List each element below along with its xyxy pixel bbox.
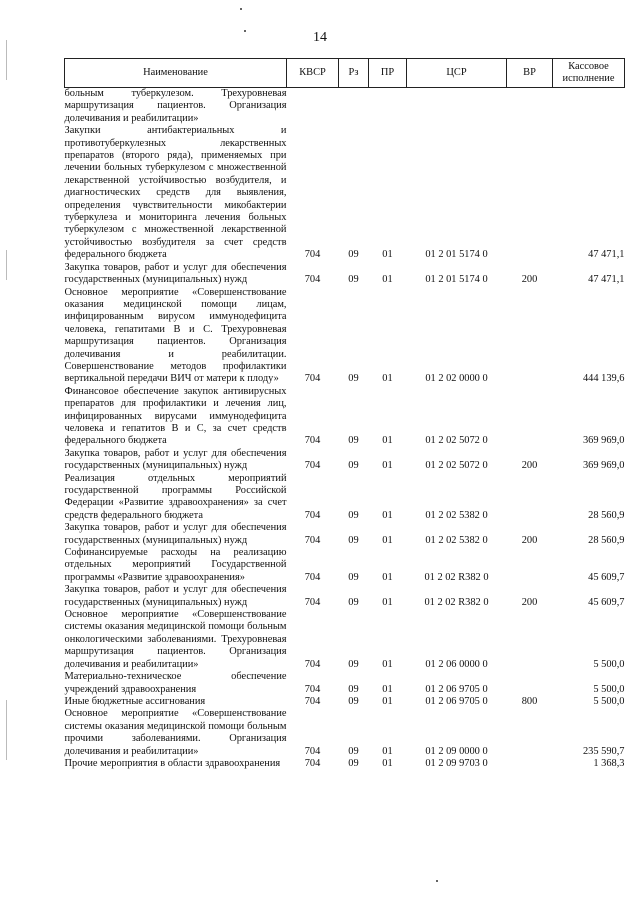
row-name: Финансовое обеспечение закупок антивирусных препаратов для профилактики и лечения лиц, инфицированных вирусами иммунодефицита человека и гепатитов В и С, за счет средств федерального бюджета	[64, 385, 287, 447]
row-csr: 01 2 02 R382 0	[424, 596, 489, 608]
table-header	[65, 59, 625, 88]
table-row	[65, 448, 625, 473]
header-kvsr: КВСР	[287, 59, 339, 88]
row-kvsr: 704	[304, 435, 321, 447]
row-sum: 444 139,6	[582, 373, 625, 385]
row-pr: 01	[382, 695, 393, 707]
table-row	[65, 125, 625, 261]
row-csr	[407, 88, 507, 126]
row-sum: 5 500,0	[593, 695, 625, 707]
row-pr: 01	[382, 534, 393, 546]
row-vr	[507, 758, 553, 770]
row-sum: 369 969,0	[582, 460, 625, 472]
row-rz: 09	[348, 274, 359, 286]
row-vr	[507, 671, 553, 696]
table-row	[65, 696, 625, 708]
row-name: Реализация отдельных мероприятий государственной программы Российской Федерации «Развитие здравоохранения» за счет средств федерального бюджета	[64, 472, 287, 521]
table-row	[65, 708, 625, 758]
row-csr: 01 2 02 0000 0	[425, 373, 488, 385]
scan-margin-mark	[6, 250, 7, 280]
row-rz: 09	[348, 509, 359, 521]
scan-margin-mark	[6, 40, 7, 80]
table-body	[65, 88, 625, 771]
row-vr: 800	[521, 695, 538, 707]
row-kvsr: 704	[304, 373, 321, 385]
row-rz: 09	[348, 460, 359, 472]
row-sum: 47 471,1	[588, 274, 625, 286]
row-pr: 01	[382, 745, 393, 757]
row-kvsr: 704	[304, 658, 321, 670]
row-sum: 45 609,7	[588, 571, 625, 583]
row-kvsr: 704	[304, 695, 321, 707]
row-name: Основное мероприятие «Совершенствование системы оказания медицинской помощи больным онкологическими заболеваниями. Трехуровневая маршрутизация пациентов. Организация долечивания и реабилитации»	[64, 609, 287, 670]
row-pr: 01	[382, 274, 393, 286]
row-vr	[507, 386, 553, 448]
row-csr: 01 2 06 9705 0	[425, 683, 488, 695]
scan-speck	[436, 880, 438, 882]
table-row	[65, 609, 625, 671]
table-row	[65, 262, 625, 287]
row-csr: 01 2 01 5174 0	[425, 249, 488, 261]
row-vr	[507, 287, 553, 386]
row-kvsr: 704	[304, 571, 321, 583]
row-vr: 200	[521, 534, 538, 546]
row-pr: 01	[382, 571, 393, 583]
row-pr: 01	[382, 509, 393, 521]
row-csr: 01 2 02 5382 0	[425, 534, 488, 546]
row-rz	[339, 88, 369, 126]
row-name: Софинансируемые расходы на реализацию отдельных мероприятий Государственной программы «Развитие здравоохранения»	[64, 547, 287, 583]
row-name: больным туберкулезом. Трехуровневая маршрутизация пациентов. Организация долечивания и реабилитации»	[64, 88, 287, 124]
row-name: Закупка товаров, работ и услуг для обеспечения государственных (муниципальных) нужд	[64, 522, 287, 546]
row-name: Иные бюджетные ассигнования	[64, 695, 206, 707]
table-row	[65, 671, 625, 696]
row-csr: 01 2 09 9703 0	[425, 757, 488, 769]
row-name: Закупка товаров, работ и услуг для обеспечения государственных (муниципальных) нужд	[64, 447, 287, 472]
row-vr: 200	[521, 460, 538, 472]
row-sum: 28 560,9	[588, 509, 625, 521]
table-row	[65, 584, 625, 609]
table-row	[65, 547, 625, 584]
table-row	[65, 88, 625, 126]
header-pr: ПР	[369, 59, 407, 88]
row-kvsr: 704	[304, 745, 321, 757]
header-vr: ВР	[507, 59, 553, 88]
row-rz: 09	[348, 534, 359, 546]
header-name: Наименование	[65, 59, 287, 88]
row-sum: 28 560,9	[588, 534, 625, 546]
row-csr: 01 2 06 9705 0	[425, 695, 488, 707]
row-sum: 47 471,1	[588, 249, 625, 261]
scan-speck	[244, 30, 246, 32]
row-name: Закупки антибактериальных и противотуберкулезных лекарственных препаратов (второго ряда), применяемых при лечении больных туберкулезом с множественной лекарственной устойчивостью возбудителя, и диагностических средств для выявления, определения чувствительности микобактерии туберкулеза и мониторинга лечения больных туберкулезом с множественной лекарственной устойчивостью возбудителя за счет средств федерального бюджета	[64, 125, 287, 261]
row-rz: 09	[348, 249, 359, 261]
row-sum: 5 500,0	[593, 658, 625, 670]
row-rz: 09	[348, 373, 359, 385]
row-pr: 01	[382, 596, 393, 608]
row-name: Прочие мероприятия в области здравоохранения	[64, 757, 281, 769]
table-row	[65, 386, 625, 448]
row-csr: 01 2 02 5072 0	[425, 435, 488, 447]
row-pr: 01	[382, 658, 393, 670]
row-kvsr: 704	[304, 683, 321, 695]
row-pr: 01	[382, 683, 393, 695]
header-sum: Кассовое исполнение	[553, 59, 625, 88]
row-csr: 01 2 02 5072 0	[425, 460, 488, 472]
row-vr	[507, 547, 553, 584]
row-pr: 01	[382, 373, 393, 385]
row-name: Закупка товаров, работ и услуг для обеспечения государственных (муниципальных) нужд	[64, 261, 287, 286]
row-vr: 200	[521, 274, 538, 286]
row-kvsr: 704	[304, 596, 321, 608]
scan-speck	[240, 8, 242, 10]
row-kvsr: 704	[304, 757, 321, 769]
row-sum: 45 609,7	[588, 596, 625, 608]
row-kvsr: 704	[304, 534, 321, 546]
table-row	[65, 473, 625, 523]
row-csr: 01 2 01 5174 0	[425, 274, 488, 286]
row-vr	[507, 708, 553, 758]
row-rz: 09	[348, 435, 359, 447]
row-sum: 5 500,0	[593, 683, 625, 695]
row-sum: 1 368,3	[593, 757, 625, 769]
row-name: Закупка товаров, работ и услуг для обеспечения государственных (муниципальных) нужд	[64, 584, 287, 608]
row-sum: 369 969,0	[582, 435, 625, 447]
row-vr	[507, 473, 553, 523]
row-csr: 01 2 06 0000 0	[425, 658, 488, 670]
row-kvsr: 704	[304, 249, 321, 261]
page-number: 14	[313, 30, 327, 45]
row-rz: 09	[348, 695, 359, 707]
row-rz: 09	[348, 596, 359, 608]
header-rz: Рз	[339, 59, 369, 88]
header-csr: ЦСР	[407, 59, 507, 88]
row-rz: 09	[348, 571, 359, 583]
row-rz: 09	[348, 745, 359, 757]
row-csr: 01 2 09 0000 0	[425, 745, 488, 757]
table-row	[65, 287, 625, 386]
row-vr: 200	[521, 596, 538, 608]
row-pr	[369, 88, 407, 126]
row-pr: 01	[382, 757, 393, 769]
row-kvsr: 704	[304, 460, 321, 472]
row-csr: 01 2 02 5382 0	[425, 509, 488, 521]
row-rz: 09	[348, 683, 359, 695]
row-pr: 01	[382, 249, 393, 261]
row-kvsr: 704	[304, 274, 321, 286]
table-row	[65, 758, 625, 770]
row-sum: 235 590,7	[582, 745, 625, 757]
row-name: Основное мероприятие «Совершенствование оказания медицинской помощи лицам, инфицированным вирусом иммунодефицита человека, гепатитами В и С. Трехуровневая маршрутизация пациентов. Организация долечивания и реабилитации. Совершенствование методов профилактики вертикальной передачи ВИЧ от матери к плоду»	[64, 286, 287, 385]
row-pr: 01	[382, 460, 393, 472]
budget-table	[64, 58, 625, 770]
row-name: Основное мероприятие «Совершенствование системы оказания медицинской помощи больным прочими заболеваниями. Организация долечивания и реабилитации»	[64, 708, 287, 757]
row-pr: 01	[382, 435, 393, 447]
row-rz: 09	[348, 757, 359, 769]
row-vr	[507, 125, 553, 261]
row-sum	[553, 88, 625, 126]
scan-margin-mark	[6, 700, 7, 760]
table-row	[65, 522, 625, 547]
row-kvsr	[287, 88, 339, 126]
row-kvsr: 704	[304, 509, 321, 521]
row-rz: 09	[348, 658, 359, 670]
row-csr: 01 2 02 R382 0	[424, 571, 489, 583]
row-vr	[507, 609, 553, 671]
row-name: Материально-техническое обеспечение учреждений здравоохранения	[64, 671, 287, 695]
row-vr	[507, 88, 553, 126]
